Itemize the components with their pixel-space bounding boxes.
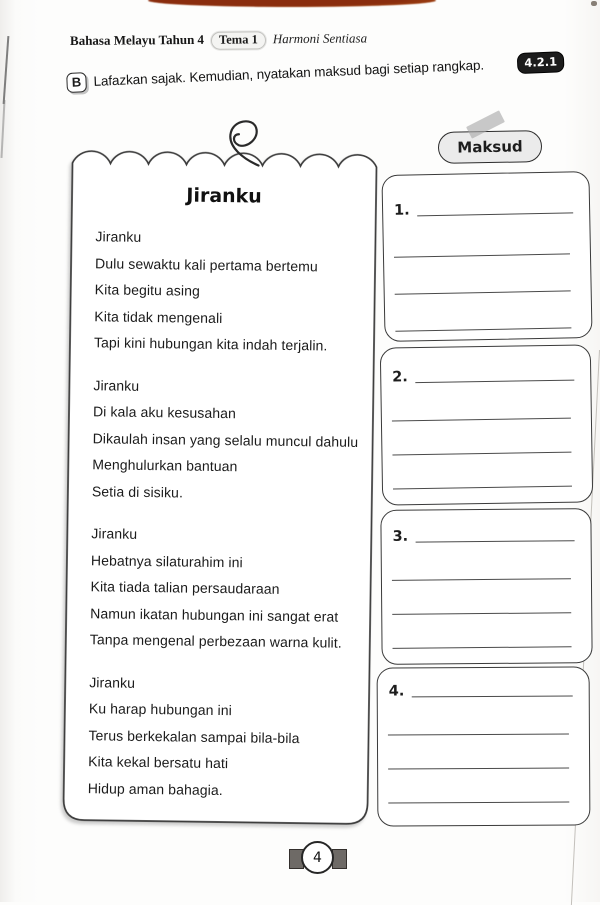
poem-line: Tapi kini hubungan kita indah terjalin. <box>93 334 328 354</box>
answer-box-1 <box>381 171 592 342</box>
stanza-3 <box>90 520 364 656</box>
poem-line: Hidup aman bahagia. <box>87 779 223 798</box>
answer-first-row <box>383 198 589 221</box>
answer-line <box>393 646 572 649</box>
poem-line: Dikaulah insan yang selalu muncul dahulu <box>92 429 359 450</box>
poem-line: Namun ikatan hubungan ini sangat erat <box>90 604 339 625</box>
answer-first-row <box>381 526 590 547</box>
poem-line: Jiranku <box>89 673 136 691</box>
answer-line <box>395 290 571 294</box>
answer-number: 4. <box>388 683 405 700</box>
stanza-4 <box>88 669 362 805</box>
poem-line: Di kala aku kesusahan <box>92 403 237 422</box>
answer-first-row <box>381 365 590 387</box>
instruction-text: Lafazkan sajak. Kemudian, nyatakan maksud bagi setiap rangkap. <box>93 57 485 89</box>
answer-line <box>392 612 571 615</box>
poem-line: Menghulurkan bantuan <box>92 456 238 475</box>
answer-line <box>388 734 569 736</box>
answer-number: 2. <box>392 369 408 386</box>
answer-line <box>417 212 573 216</box>
page-header <box>70 30 367 51</box>
poem-line: Kita begitu asing <box>94 281 201 299</box>
book-spine-edge <box>148 0 436 7</box>
scan-mark <box>3 36 10 104</box>
poem-title: Jiranku <box>186 184 262 208</box>
poem-line: Dulu sewaktu kali pertama bertemu <box>95 254 318 274</box>
answer-line <box>415 380 574 384</box>
answer-line <box>392 418 571 422</box>
answer-number: 1. <box>393 202 410 219</box>
answer-line <box>394 253 570 257</box>
answer-box-2 <box>380 344 593 505</box>
poem-line: Jiranku <box>93 376 140 394</box>
scan-speck <box>591 1 597 6</box>
instruction-row <box>66 51 564 93</box>
answer-line <box>388 768 569 770</box>
poem-line: Kita kekal bersatu hati <box>88 753 229 772</box>
answer-line <box>415 540 574 542</box>
course-title: Bahasa Melayu Tahun 4 <box>69 31 205 48</box>
stanza-1 <box>94 223 368 359</box>
poem-line: Kita tidak mengenali <box>94 307 223 326</box>
poem-line: Hebatnya silaturahim ini <box>90 551 243 570</box>
page-number-marker <box>289 841 347 877</box>
answer-line <box>411 696 572 698</box>
page-number: 4 <box>301 841 334 874</box>
poem-line: Setia di sisiku. <box>91 482 184 500</box>
theme-title: Harmoni Sentiasa <box>272 30 368 47</box>
poem-line: Ku harap hubungan ini <box>88 700 232 719</box>
maksud-label: Maksud <box>438 130 543 164</box>
marker-tab-right <box>332 849 347 869</box>
section-label-badge: B <box>66 72 87 93</box>
scan-mark <box>0 100 5 158</box>
poem-line: Terus berkekalan sampai bila-bila <box>88 726 300 746</box>
poem-line: Jiranku <box>95 228 142 245</box>
hanger-curl-icon <box>220 115 267 172</box>
answer-box-4 <box>377 666 591 826</box>
answer-line <box>392 578 571 581</box>
answer-line <box>392 452 571 456</box>
poem-line: Kita tiada talian persaudaraan <box>90 578 280 597</box>
theme-badge: Tema 1 <box>211 31 266 49</box>
poem-line: Tanpa mengenal perbezaan warna kulit. <box>89 631 342 651</box>
answer-number: 3. <box>392 528 409 545</box>
answer-line <box>393 486 572 490</box>
answer-box-3 <box>380 508 592 665</box>
curriculum-code-badge: 4.2.1 <box>517 51 565 74</box>
stanza-2 <box>92 372 366 508</box>
answer-line <box>395 327 571 331</box>
poem-card <box>61 143 379 831</box>
poem-line: Jiranku <box>91 525 138 542</box>
answer-line <box>388 802 569 804</box>
poem-body <box>87 223 367 821</box>
answer-first-row <box>378 681 589 701</box>
